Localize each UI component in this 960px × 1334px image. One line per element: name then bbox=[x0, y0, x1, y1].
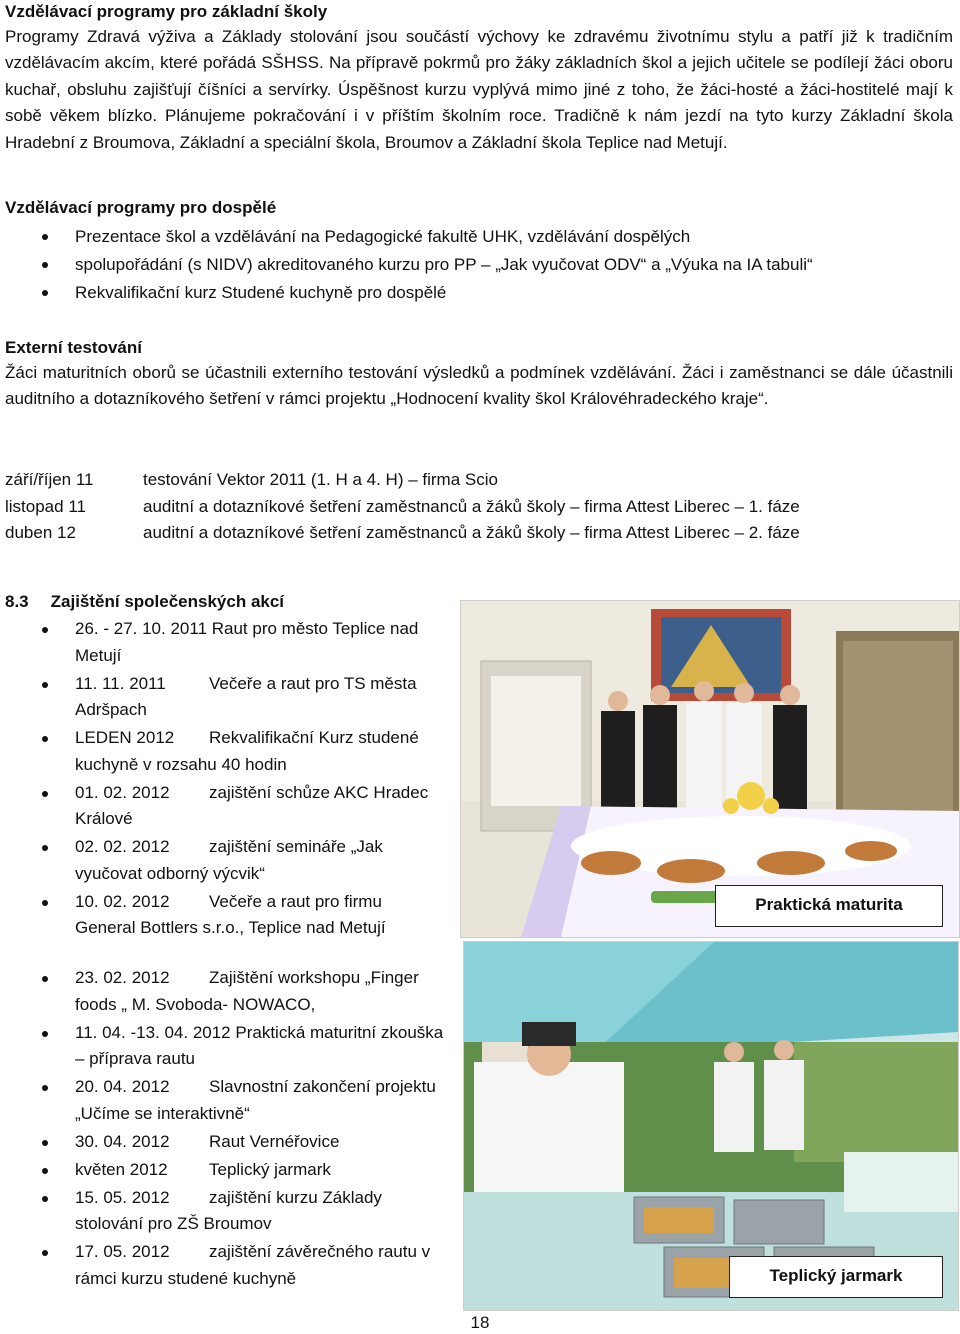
paragraph-external-testing: Žáci maturitních oborů se účastnili externího testování výsledků a podmínek vzdělávání. Žáci i zaměstnanci se dále účastnili auditního a dotazníkového šetření v rámci projektu „Hodnocení kvality škol Královéhradeckého kraje“. bbox=[5, 363, 953, 409]
schedule-date: duben 12 bbox=[5, 523, 76, 542]
list-item: spolupořádání (s NIDV) akreditovaného kurzu pro PP – „Jak vyučovat ODV“ a „Výuka na IA tabuli“ bbox=[5, 251, 953, 279]
section-number: 8.3 bbox=[5, 592, 29, 611]
events-list-continued bbox=[5, 965, 445, 1294]
schedule-row bbox=[5, 494, 953, 521]
list-item bbox=[5, 1185, 445, 1238]
schedule-date: září/říjen 11 bbox=[5, 470, 94, 489]
list-item bbox=[5, 834, 445, 887]
page-number: 18 bbox=[470, 1313, 490, 1332]
schedule-date: listopad 11 bbox=[5, 496, 86, 516]
list-item bbox=[5, 1020, 445, 1073]
schedule-text: testování Vektor 2011 (1. H a 4. H) – firma Scio bbox=[143, 470, 498, 489]
testing-schedule bbox=[5, 467, 953, 547]
section-external-testing bbox=[5, 336, 953, 413]
heading-adults: Vzdělávací programy pro dospělé bbox=[5, 198, 277, 217]
event-text: Raut Vernéřovice bbox=[209, 1131, 340, 1151]
event-date: 15. 05. 2012 bbox=[75, 1187, 170, 1207]
section-social-events bbox=[5, 590, 445, 943]
list-item bbox=[5, 1129, 445, 1156]
event-date: LEDEN 2012 bbox=[75, 728, 175, 747]
event-date: květen 2012 bbox=[75, 1159, 168, 1179]
caption-banquet: Praktická maturita bbox=[715, 885, 943, 927]
list-item: Prezentace škol a vzdělávání na Pedagogické fakultě UHK, vzdělávání dospělých bbox=[5, 223, 953, 251]
heading-social-events bbox=[5, 590, 445, 614]
adults-list bbox=[5, 223, 953, 307]
event-date: 26. - 27. 10. bbox=[75, 619, 166, 638]
event-text: Večeře a raut pro TS města Adršpach bbox=[75, 673, 417, 719]
heading-external-testing: Externí testování bbox=[5, 338, 142, 357]
event-date: 11. 04. -13. 04. 2012 bbox=[75, 1022, 231, 1042]
schedule-text: auditní a dotazníkové šetření zaměstnanců a žáků školy – firma Attest Liberec – 2. fáze bbox=[143, 523, 800, 542]
event-text: zajištění schůze AKC Hradec Králové bbox=[75, 782, 429, 828]
event-text: Praktická maturitní zkouška – příprava rautu bbox=[75, 1022, 444, 1068]
event-text: Rekvalifikační Kurz studené kuchyně v rozsahu 40 hodin bbox=[75, 728, 419, 774]
event-text: 2011 Raut pro město Teplice nad Metují bbox=[75, 619, 419, 665]
events-list bbox=[5, 616, 445, 942]
event-date: 11. 11. 2011 bbox=[75, 673, 166, 693]
event-date: 17. 05. 2012 bbox=[75, 1242, 170, 1261]
list-item bbox=[5, 780, 445, 833]
section-title: Zajištění společenských akcí bbox=[50, 592, 285, 611]
list-item bbox=[5, 1157, 445, 1184]
caption-market: Teplický jarmark bbox=[729, 1256, 943, 1298]
market-photo-illustration bbox=[464, 942, 958, 1310]
section-basic-schools bbox=[5, 0, 953, 156]
list-item bbox=[5, 671, 445, 724]
event-text: Teplický jarmark bbox=[209, 1159, 331, 1179]
event-text: Večeře a raut pro firmu General Bottlers s.r.o., Teplice nad Metují bbox=[75, 891, 386, 937]
event-date: 20. 04. 2012 bbox=[75, 1077, 170, 1096]
list-item bbox=[5, 889, 445, 942]
event-date: 30. 04. 2012 bbox=[75, 1131, 170, 1151]
list-item bbox=[5, 1074, 445, 1127]
paragraph-basic-schools: Programy Zdravá výživa a Základy stolování jsou součástí výchovy ke zdravému životnímu stylu a patří již k tradičním vzdělávacím akcím, které pořádá SŠHSS. Na přípravě pokrmů pro žáky základních škol a jejich učitele se podílejí žáci oboru kuchař, obsluhu zajišťují číšníci a servírky. Úspěšnost kurzu vyplývá mimo jiné z toho, že žáci-hosté a žáci-hostitelé mají k sobě věkem blízko. Plánujeme pokračování i v příštím školním roce. Tradičně k nám jezdí na tyto kurzy Základní škola Hradební z Broumova, Základní a speciální škola, Broumov a Základní škola Teplice nad Metují. bbox=[5, 27, 953, 152]
list-item bbox=[5, 1239, 445, 1292]
section-adults bbox=[5, 196, 953, 307]
event-text: zajištění závěrečného rautu v rámci kurzu studené kuchyně bbox=[75, 1242, 431, 1288]
list-item: Rekvalifikační kurz Studené kuchyně pro dospělé bbox=[5, 279, 953, 307]
list-item bbox=[5, 616, 445, 669]
event-date: 10. 02. 2012 bbox=[75, 891, 170, 911]
event-text: Zajištění workshopu „Finger foods „ M. Svoboda- NOWACO, bbox=[75, 968, 419, 1014]
event-text: zajištění kurzu Základy stolování pro ZŠ Broumov bbox=[75, 1187, 382, 1233]
event-text: zajištění semináře „Jak vyučovat odborný výcvik“ bbox=[75, 837, 383, 883]
schedule-row bbox=[5, 520, 953, 547]
event-date: 01. 02. 2012 bbox=[75, 782, 170, 802]
event-date: 02. 02. 2012 bbox=[75, 837, 170, 856]
list-item bbox=[5, 965, 445, 1018]
heading-basic-schools: Vzdělávací programy pro základní školy bbox=[5, 2, 328, 21]
event-date: 23. 02. 2012 bbox=[75, 968, 170, 987]
schedule-text: auditní a dotazníkové šetření zaměstnanců a žáků školy – firma Attest Liberec – 1. fáze bbox=[143, 496, 800, 516]
schedule-row bbox=[5, 467, 953, 494]
list-item bbox=[5, 725, 445, 778]
event-text: Slavnostní zakončení projektu „Učíme se interaktivně“ bbox=[75, 1077, 436, 1123]
